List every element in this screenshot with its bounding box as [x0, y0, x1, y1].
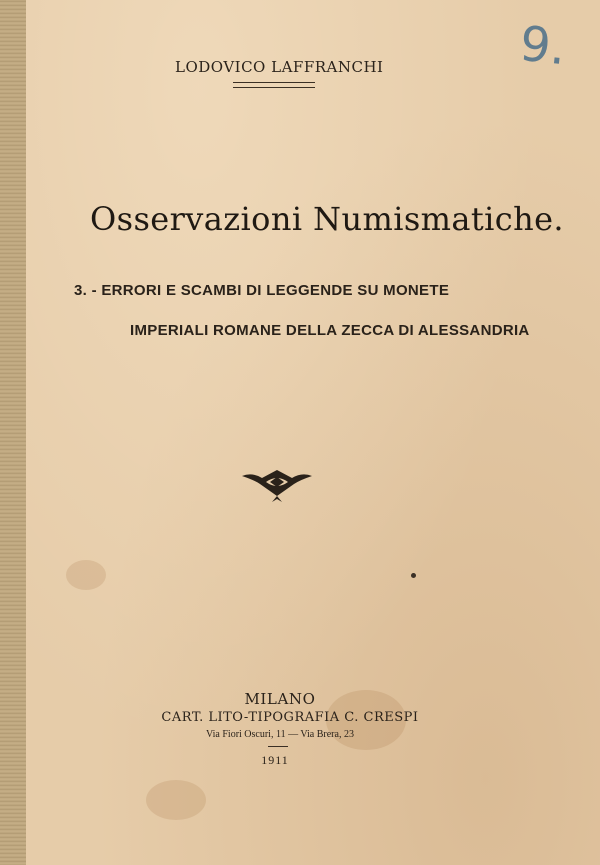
author-double-rule [233, 82, 315, 88]
subtitle-line-1: 3. - ERRORI E SCAMBI DI LEGGENDE SU MONETE [74, 282, 450, 299]
year-separator-rule [268, 746, 288, 747]
foxing-stain [66, 560, 106, 590]
publication-year: 1911 [261, 753, 289, 767]
printer-name: CART. LITO-TIPOGRAFIA C. CRESPI [161, 710, 419, 725]
ink-dot [411, 573, 416, 578]
author-name: LODOVICO LAFFRANCHI [175, 58, 384, 76]
foxing-stain [146, 780, 206, 820]
fan-ornament-icon [240, 468, 314, 506]
book-title: Osservazioni Numismatiche. [90, 200, 565, 238]
subtitle-line-2: IMPERIALI ROMANE DELLA ZECCA DI ALESSANDRIA [130, 322, 530, 339]
handwritten-number: 9. [517, 15, 569, 77]
publication-city: MILANO [244, 690, 316, 708]
printer-address: Via Fiori Oscuri, 11 — Via Brera, 23 [206, 729, 354, 740]
book-spine [0, 0, 27, 865]
